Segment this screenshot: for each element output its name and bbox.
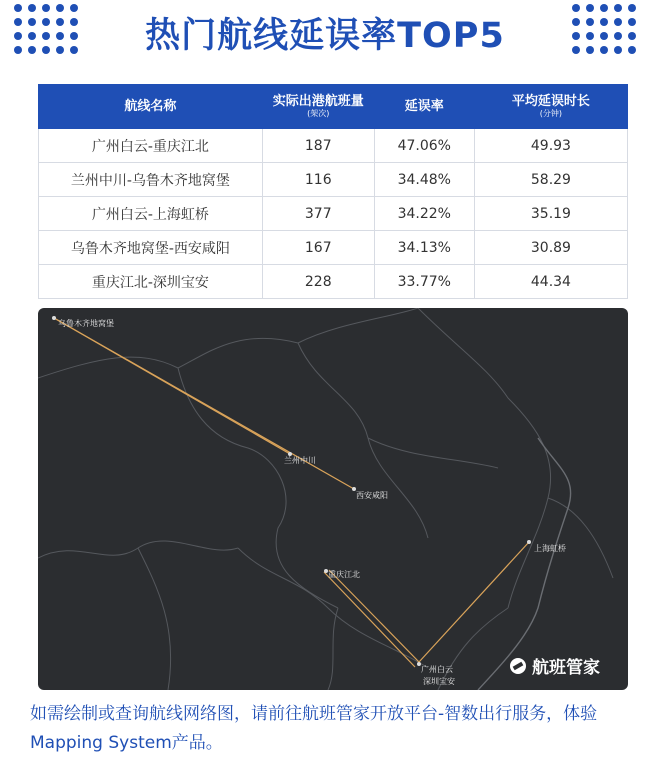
province-boundaries — [38, 308, 613, 690]
route-chongqing-shenzhen — [324, 572, 415, 667]
label-xian: 西安咸阳 — [356, 491, 388, 500]
page-title: 热门航线延误率TOP5 — [145, 16, 505, 56]
city-dot-urumqi — [52, 316, 56, 320]
header-route: 航线名称 — [39, 85, 263, 129]
table-header-row — [39, 85, 628, 129]
route-lines — [54, 318, 529, 667]
city-dots — [52, 316, 531, 666]
label-guangzhou: 广州白云 — [421, 665, 453, 674]
cell-route: 重庆江北-深圳宝安 — [39, 265, 263, 299]
label-shenzhen: 深圳宝安 — [423, 677, 455, 686]
cell-delay-rate: 34.22% — [374, 197, 474, 231]
cell-flights: 167 — [262, 231, 374, 265]
cell-delay-rate: 47.06% — [374, 129, 474, 163]
cell-route: 兰州中川-乌鲁木齐地窝堡 — [39, 163, 263, 197]
footer-note: 如需绘制或查询航线网络图，请前往航班管家开放平台-智数出行服务，体验Mapping System产品。 — [30, 704, 598, 753]
route-guangzhou-shanghai — [419, 542, 529, 662]
table-row — [39, 129, 628, 163]
table-row — [39, 265, 628, 299]
cell-route: 广州白云-上海虹桥 — [39, 197, 263, 231]
cell-delay-rate: 34.13% — [374, 231, 474, 265]
table-row — [39, 231, 628, 265]
cell-flights: 228 — [262, 265, 374, 299]
cell-avg-delay: 49.93 — [474, 129, 627, 163]
delay-table — [38, 84, 628, 299]
cell-delay-rate: 34.48% — [374, 163, 474, 197]
cell-flights: 377 — [262, 197, 374, 231]
brand-logo — [510, 653, 600, 678]
header-flights: 实际出港航班量 (架次) — [262, 85, 374, 129]
route-guangzhou-chongqing — [329, 570, 419, 662]
table-row — [39, 197, 628, 231]
header-delay-rate: 延误率 — [374, 85, 474, 129]
cell-avg-delay: 58.29 — [474, 163, 627, 197]
brand-logo-text: 航班管家 — [532, 658, 600, 678]
cell-route: 广州白云-重庆江北 — [39, 129, 263, 163]
cell-flights: 187 — [262, 129, 374, 163]
cell-delay-rate: 33.77% — [374, 265, 474, 299]
cell-route: 乌鲁木齐地窝堡-西安咸阳 — [39, 231, 263, 265]
label-chongqing: 重庆江北 — [328, 570, 360, 579]
cell-flights: 116 — [262, 163, 374, 197]
label-lanzhou: 兰州中川 — [284, 456, 316, 465]
header-avg-delay: 平均延误时长 (分钟) — [474, 85, 627, 129]
label-shanghai: 上海虹桥 — [534, 544, 566, 553]
cell-avg-delay: 30.89 — [474, 231, 627, 265]
cell-avg-delay: 44.34 — [474, 265, 627, 299]
route-map — [38, 308, 628, 690]
table-row — [39, 163, 628, 197]
city-dot-shanghai — [527, 540, 531, 544]
label-urumqi: 乌鲁木齐地窝堡 — [58, 319, 114, 328]
cell-avg-delay: 35.19 — [474, 197, 627, 231]
airplane-logo-icon — [510, 658, 526, 674]
